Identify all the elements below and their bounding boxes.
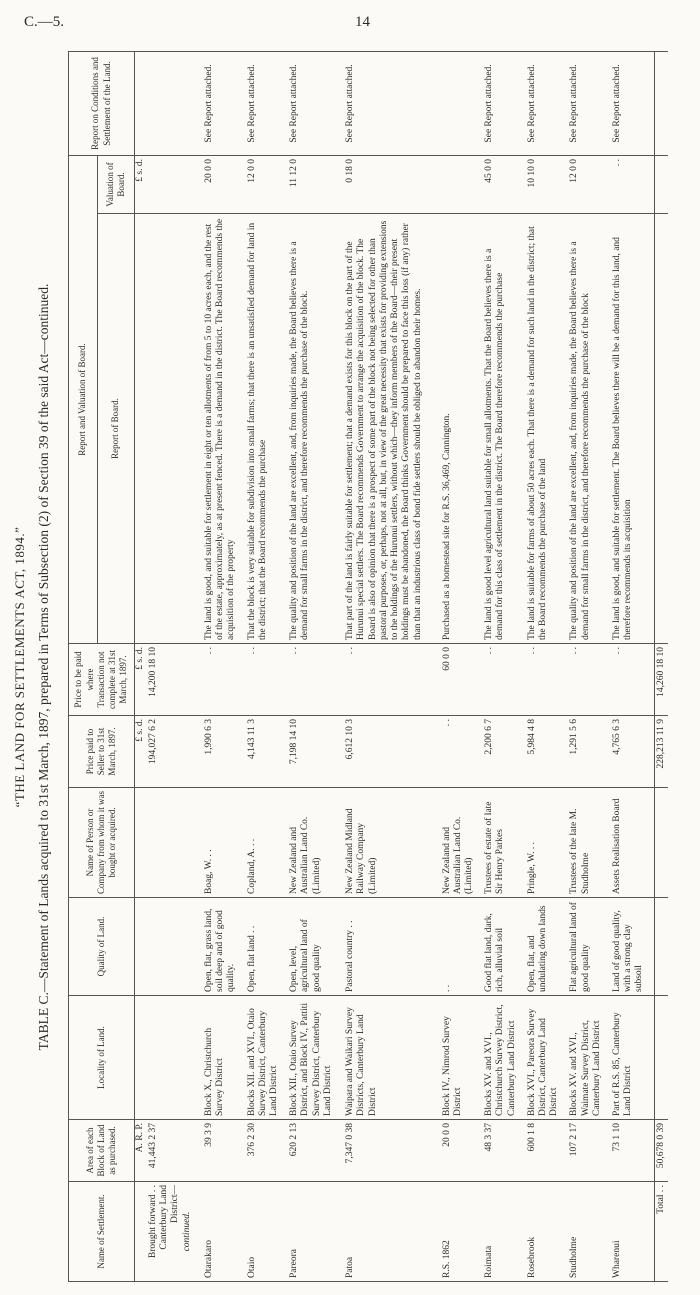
conditions-report: See Report attached. <box>203 52 246 156</box>
document-code: C.—5. <box>24 14 65 30</box>
board-report: Purchased as a homestead site for R.S. 36,469, Cannington. <box>441 214 484 644</box>
col-report-board: Report of Board. <box>98 214 135 644</box>
settlement-name: Patoa <box>344 1182 440 1282</box>
col-quality: Quality of Land. <box>69 898 135 996</box>
seller: Copland, A. . . <box>246 788 289 898</box>
settlement-name: Otaio <box>246 1182 289 1282</box>
brought-forward-price-to-pay: 14,200 18 10 <box>147 644 203 716</box>
board-report: That part of the land is fairly suitable for settlement; that a demand exists for this block on the part of the Hurunui special settlers. The Board recommends Government to arrange the acquisition of the block. The Board is also of opinion that there is a prospect of some part of the block not being selected for other than pastoral purposes, or, perhaps, not at all, but, in view of the great necessity that exists for providing extensions to the holdings of the Hurunui settlers, without which—they inform members of the Board—their present holdings must be abandoned, the Board thinks Government should be prepared to face this loss (if any) rather than that an industrious class of bond fide settlers should be obliged to abandon their homes. <box>344 214 440 644</box>
locality: Block XII., Otaio Survey District, and Block IV., Pattiti Survey District, Canterbury Land District <box>288 996 344 1120</box>
col-valuation: Valuation of Board. <box>98 156 135 214</box>
brought-forward-price-paid: 194,027 6 2 <box>147 716 203 788</box>
price-to-pay: . . <box>526 644 569 716</box>
table-row <box>568 52 611 1282</box>
seller: Pringle, W. . . <box>526 788 569 898</box>
total-label: Total . . <box>654 1182 668 1282</box>
price-to-pay: 60 0 0 <box>441 644 484 716</box>
locality: Block X., Christchurch Survey District <box>203 996 246 1120</box>
quality: Open, flat, and undulating down lands <box>526 898 569 996</box>
conditions-report: See Report attached. <box>568 52 611 156</box>
price-paid: 4,143 11 3 <box>246 716 289 788</box>
quality: Flat agricultural land of good quality <box>568 898 611 996</box>
page-number: 14 <box>355 14 370 30</box>
conditions-report: See Report attached. <box>526 52 569 156</box>
conditions-report <box>441 52 484 156</box>
settlement-name: Pareora <box>288 1182 344 1282</box>
locality: Part of R.S. 85, Canterbury Land District <box>611 996 654 1120</box>
price-paid: 6,612 10 3 <box>344 716 440 788</box>
statement-title: TABLE C.—Statement of Lands acquired to 31st March, 1897, prepared in Terms of Subsection (2) of Section 39 of the said Act—continued. <box>36 283 51 1051</box>
quality: . . <box>441 898 484 996</box>
price-to-pay: . . <box>483 644 526 716</box>
settlement-name: Wharenui <box>611 1182 654 1282</box>
table-body <box>135 52 655 1282</box>
settlement-name: Rosebrook <box>526 1182 569 1282</box>
board-report: The land is suitable for farms of about 50 acres each. That there is a demand for such land in the district; that the Board recommends the purchase of the land <box>526 214 569 644</box>
district-label: Canterbury Land District— <box>159 1185 181 1250</box>
table-row <box>246 52 289 1282</box>
conditions-report: See Report attached. <box>344 52 440 156</box>
board-report: The land is good, and suitable for settlement. The Board believes there will be a demand for this land, and therefore recommends its acquisition <box>611 214 654 644</box>
board-report: The land is good, and suitable for settlement in eight or ten allotments of from 5 to 10 acres each, and the rest of the estate, approximately, as at present fenced. There is a demand in the district. The Board recommends the acquisition of the property <box>203 214 246 644</box>
price-to-pay: . . <box>288 644 344 716</box>
price-to-pay: . . <box>611 644 654 716</box>
valuation: 0 18 0 <box>344 156 440 214</box>
valuation: . . <box>611 156 654 214</box>
table-row <box>288 52 344 1282</box>
area: 39 3 9 <box>203 1120 246 1182</box>
valuation: 12 0 0 <box>568 156 611 214</box>
settlement-name: Studholme <box>568 1182 611 1282</box>
rotated-page <box>10 52 670 1282</box>
price-paid: 1,291 5 6 <box>568 716 611 788</box>
locality: Block IV., Nimrod Survey District <box>441 996 484 1120</box>
board-report: The quality and position of the land are excellent, and, from inquiries made, the Board believes there is a demand for small farms in the district, and therefore recommends the purchase of the block. <box>288 214 344 644</box>
area-units: A. R. P. <box>135 1120 148 1182</box>
quality: Open, flat land . . <box>246 898 289 996</box>
col-locality: Locality of Land. <box>69 996 135 1120</box>
board-report: The land is good level agricultural land suitable for small allotments. That the Board believes there is a demand for this class of settlement in the district. The Board therefore recommends the purchase <box>483 214 526 644</box>
brought-forward-row <box>147 52 203 1282</box>
brought-forward-area: 41,443 2 37 <box>147 1120 203 1182</box>
locality: Blocks XV. and XVI., Waimate Survey District, Canterbury Land District <box>568 996 611 1120</box>
total-price-paid: 228,213 11 9 <box>654 716 668 788</box>
table-row <box>344 52 440 1282</box>
quality: Open, level, agricultural land of good quality <box>288 898 344 996</box>
locality: Waipara and Waikari Survey Districts, Canterbury Land District <box>344 996 440 1120</box>
seller: New Zealand Midland Railway Company (Limited) <box>344 788 440 898</box>
quality: Pastoral country . . <box>344 898 440 996</box>
table-row <box>611 52 654 1282</box>
seller: Trustees of estate of late Sir Henry Parkes <box>483 788 526 898</box>
area: 7,347 0 38 <box>344 1120 440 1182</box>
price-to-pay: . . <box>203 644 246 716</box>
locality: Blocks XII. and XVI., Otaio Survey District, Canterbury Land District <box>246 996 289 1120</box>
price-paid: 2,200 6 7 <box>483 716 526 788</box>
col-person: Name of Person or Company from whom it was bought or acquired. <box>69 788 135 898</box>
price-to-pay: . . <box>246 644 289 716</box>
lands-table <box>68 51 668 1282</box>
price-paid: 7,198 14 10 <box>288 716 344 788</box>
locality: Blocks XV. and XVI., Christchurch Survey District, Canterbury Land District <box>483 996 526 1120</box>
valuation <box>441 156 484 214</box>
price-to-pay-units: £ s. d. <box>135 644 148 716</box>
quality: Good flat land, dark, rich, alluvial soil <box>483 898 526 996</box>
price-paid: 5,984 4 8 <box>526 716 569 788</box>
board-report: The quality and position of the land are excellent, and, from inquiries made, the Board believes there is a demand for small farms in the district, and therefore recommends the purchase of the block <box>568 214 611 644</box>
valuation: 45 0 0 <box>483 156 526 214</box>
price-paid-units: £ s. d. <box>135 716 148 788</box>
seller: New Zealand and Australian Land Co. (Limited) <box>441 788 484 898</box>
area: 73 1 10 <box>611 1120 654 1182</box>
area: 376 2 30 <box>246 1120 289 1182</box>
settlement-name: Roimata <box>483 1182 526 1282</box>
price-to-pay: . . <box>568 644 611 716</box>
table-row <box>526 52 569 1282</box>
settlement-name: R.S. 1862 <box>441 1182 484 1282</box>
continued-label: continued. <box>181 1211 192 1252</box>
seller: Assets Realisation Board <box>611 788 654 898</box>
conditions-report: See Report attached. <box>288 52 344 156</box>
price-paid: . . <box>441 716 484 788</box>
valuation: 10 10 0 <box>526 156 569 214</box>
units-row <box>135 52 148 1282</box>
price-paid: 1,990 6 3 <box>203 716 246 788</box>
col-report-group: Report and Valuation of Board. <box>69 156 98 644</box>
col-name: Name of Settlement. <box>69 1182 135 1282</box>
valuation-units: £ s. d. <box>135 156 148 214</box>
area: 48 3 37 <box>483 1120 526 1182</box>
total-row <box>654 52 668 1282</box>
area: 620 2 13 <box>288 1120 344 1182</box>
valuation: 11 12 0 <box>288 156 344 214</box>
area: 20 0 0 <box>441 1120 484 1182</box>
col-area: Area of each Block of Land as purchased. <box>69 1120 135 1182</box>
col-conditions: Report on Conditions and Settlement of the Land. <box>69 52 135 156</box>
brought-forward-label: Brought forward . . <box>148 1185 158 1259</box>
seller: New Zealand and Australian Land Co. (Limited) <box>288 788 344 898</box>
table-row <box>203 52 246 1282</box>
price-to-pay: . . <box>344 644 440 716</box>
total-price-to-pay: 14,260 18 10 <box>654 644 668 716</box>
conditions-report: See Report attached. <box>246 52 289 156</box>
col-price-to-pay: Price to be paid where Transaction not complete at 31st March, 1897. <box>69 644 135 716</box>
area: 107 2 17 <box>568 1120 611 1182</box>
table-row <box>441 52 484 1282</box>
conditions-report: See Report attached. <box>483 52 526 156</box>
table-row <box>483 52 526 1282</box>
settlement-name: Otarakaro <box>203 1182 246 1282</box>
board-report: That the block is very suitable for subdivision into small farms; that there is an unsatisfied demand for land in the district; that the Board recommends the purchase <box>246 214 289 644</box>
seller: Trustees of the late M. Studholme <box>568 788 611 898</box>
total-area: 50,678 0 39 <box>654 1120 668 1182</box>
act-title: “THE LAND FOR SETTLEMENTS ACT, 1894.” <box>12 526 27 808</box>
price-paid: 4,765 6 3 <box>611 716 654 788</box>
quality: Land of good quality, with a strong clay subsoil <box>611 898 654 996</box>
conditions-report: See Report attached. <box>611 52 654 156</box>
valuation: 12 0 0 <box>246 156 289 214</box>
seller: Boag, W. . . <box>203 788 246 898</box>
valuation: 20 0 0 <box>203 156 246 214</box>
col-price-paid: Price paid to Seller to 31st March, 1897. <box>69 716 135 788</box>
area: 600 1 8 <box>526 1120 569 1182</box>
locality: Block XVI., Pareora Survey District, Canterbury Land District <box>526 996 569 1120</box>
quality: Open, flat, grass land, soil deep and of good quality. <box>203 898 246 996</box>
